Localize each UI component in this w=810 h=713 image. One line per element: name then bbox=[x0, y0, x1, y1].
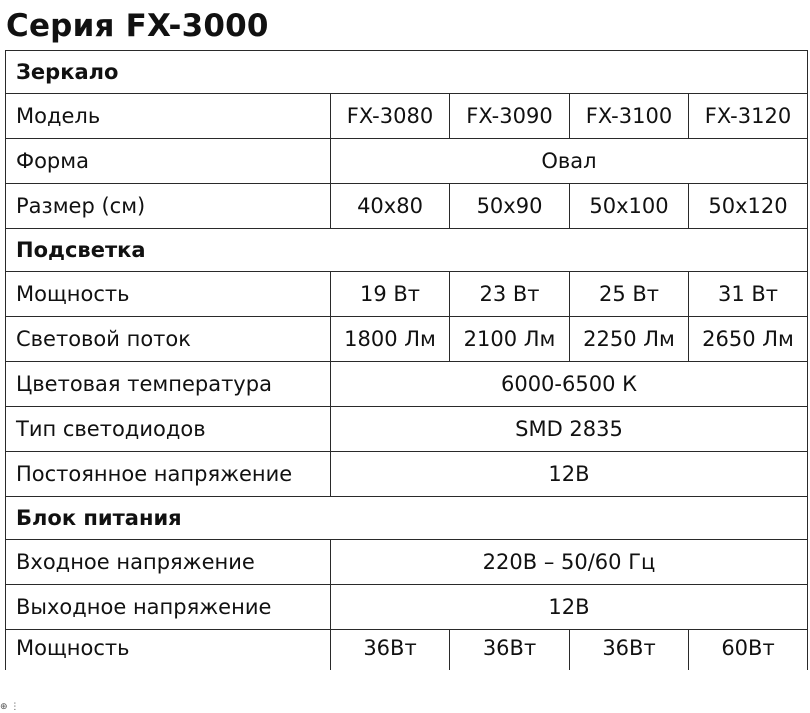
table-row bbox=[6, 139, 808, 184]
row-label: Модель bbox=[6, 94, 331, 139]
table-row bbox=[6, 184, 808, 229]
cell-value: SMD 2835 bbox=[331, 407, 808, 452]
spec-table bbox=[5, 50, 808, 670]
section-row-mirror bbox=[6, 51, 808, 94]
cell-value: 36Вт bbox=[570, 630, 689, 671]
cell-value: FX-3090 bbox=[450, 94, 570, 139]
table-row bbox=[6, 630, 808, 671]
cell-value: 6000-6500 К bbox=[331, 362, 808, 407]
row-label: Постоянное напряжение bbox=[6, 452, 331, 497]
section-heading: Зеркало bbox=[6, 51, 808, 94]
cell-value: 12В bbox=[331, 585, 808, 630]
row-label: Цветовая температура bbox=[6, 362, 331, 407]
table-row bbox=[6, 94, 808, 139]
cell-value: 36Вт bbox=[331, 630, 450, 671]
cell-value: 25 Вт bbox=[570, 272, 689, 317]
row-label: Мощность bbox=[6, 630, 331, 671]
cell-value: Овал bbox=[331, 139, 808, 184]
row-label: Выходное напряжение bbox=[6, 585, 331, 630]
section-heading: Блок питания bbox=[6, 497, 808, 540]
section-row-power-supply bbox=[6, 497, 808, 540]
cell-value: 12В bbox=[331, 452, 808, 497]
cell-value: 220В – 50/60 Гц bbox=[331, 540, 808, 585]
table-row bbox=[6, 407, 808, 452]
cell-value: FX-3120 bbox=[689, 94, 808, 139]
row-label: Форма bbox=[6, 139, 331, 184]
row-label: Мощность bbox=[6, 272, 331, 317]
cell-value: 2100 Лм bbox=[450, 317, 570, 362]
table-row bbox=[6, 362, 808, 407]
table-row bbox=[6, 272, 808, 317]
table-row bbox=[6, 540, 808, 585]
cell-value: FX-3100 bbox=[570, 94, 689, 139]
cell-value: 31 Вт bbox=[689, 272, 808, 317]
cell-value: 1800 Лм bbox=[331, 317, 450, 362]
stray-marks: ⊕ ⋮ bbox=[0, 702, 20, 712]
cell-value: FX-3080 bbox=[331, 94, 450, 139]
row-label: Световой поток bbox=[6, 317, 331, 362]
cell-value: 36Вт bbox=[450, 630, 570, 671]
cell-value: 50x100 bbox=[570, 184, 689, 229]
row-label: Входное напряжение bbox=[6, 540, 331, 585]
cell-value: 60Вт bbox=[689, 630, 808, 671]
table-row bbox=[6, 452, 808, 497]
cell-value: 50x90 bbox=[450, 184, 570, 229]
table-row bbox=[6, 585, 808, 630]
cell-value: 19 Вт bbox=[331, 272, 450, 317]
section-row-lighting bbox=[6, 229, 808, 272]
row-label: Тип светодиодов bbox=[6, 407, 331, 452]
cell-value: 2250 Лм bbox=[570, 317, 689, 362]
section-heading: Подсветка bbox=[6, 229, 808, 272]
cell-value: 2650 Лм bbox=[689, 317, 808, 362]
cell-value: 23 Вт bbox=[450, 272, 570, 317]
cell-value: 50x120 bbox=[689, 184, 808, 229]
table-row bbox=[6, 317, 808, 362]
cell-value: 40x80 bbox=[331, 184, 450, 229]
row-label: Размер (см) bbox=[6, 184, 331, 229]
page-title: Серия FX-3000 bbox=[6, 8, 269, 44]
